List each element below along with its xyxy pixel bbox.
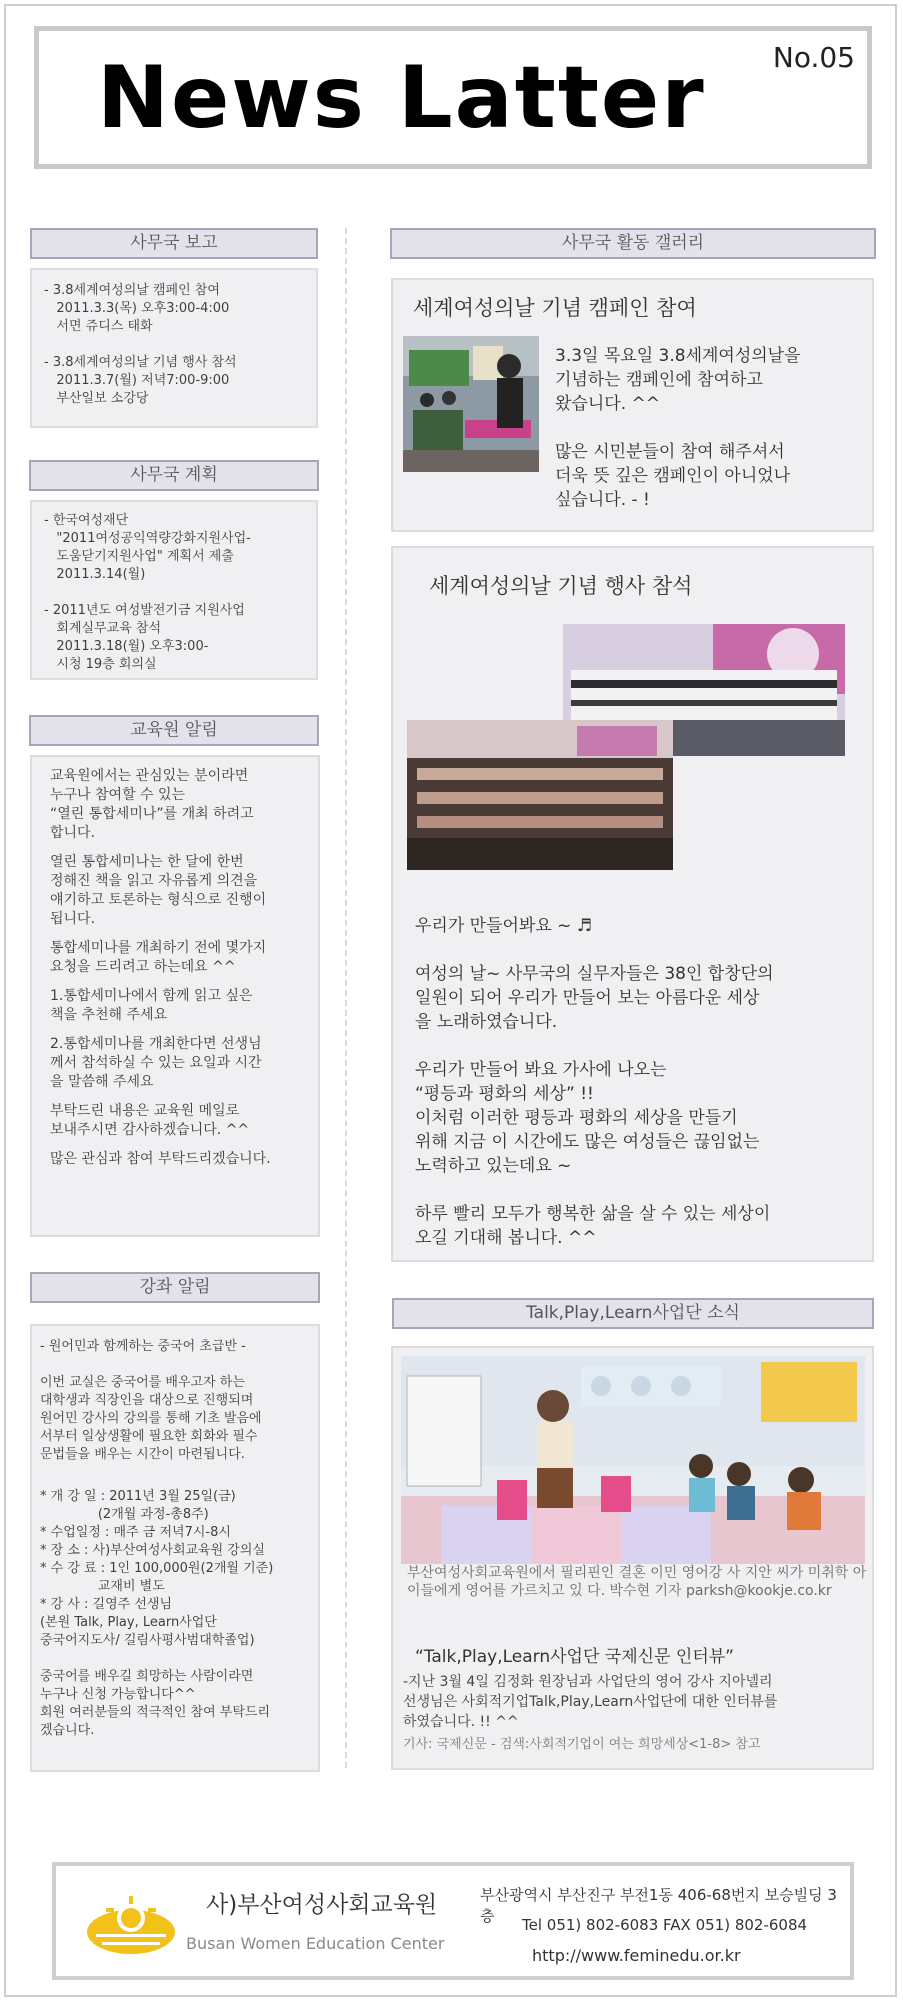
interview-title: “Talk,Play,Learn사업단 국제신문 인터뷰” [415,1647,734,1667]
event-lead: 우리가 만들어봐요 ~ ♬ [415,916,593,936]
institute-heading: 교육원 알림 [29,715,319,746]
plan-item-1: - 한국여성재단 "2011여성공익역량강화지원사업- 도움닫기지원사업" 계획서 제출 2011.3.14(월) [44,513,251,582]
event-paragraph: 하루 빨리 모두가 행복한 삶을 살 수 있는 세상이 오길 기대해 봅니다. ^^ [415,1204,771,1248]
event-body [415,914,774,1250]
campaign-photo-image [403,336,539,472]
classroom-photo-image [401,1356,865,1564]
institute-paragraph: 부탁드린 내용은 교육원 메일로 보내주시면 감사하겠습니다. ^^ [50,1103,250,1138]
phone-fax: Tel 051) 802-6083 FAX 051) 802-6084 [522,1916,808,1934]
event-paragraph: 여성의 날~ 사무국의 실무자들은 38인 합창단의 일원이 되어 우리가 만들어 보는 아름다운 세상 을 노래하였습니다. [415,964,774,1032]
gallery-heading: 사무국 활동 갤러리 [390,228,876,259]
column-divider [345,228,347,1768]
masthead-box [34,26,872,169]
institute-body [50,767,271,1169]
report-item-2: - 3.8세계여성의날 기념 행사 참석 2011.3.7(월) 저녁7:00-9:00 부산일보 소강당 [44,355,237,406]
lecture-closing: 중국어를 배우길 희망하는 사람이라면 누구나 신청 가능합니다^^ 회원 여러분들의 적극적인 참여 부탁드리 겠습니다. [40,1669,271,1738]
institute-paragraph: 많은 관심과 참여 부탁드리겠습니다. [50,1151,271,1167]
report-heading: 사무국 보고 [30,228,318,259]
event-paragraph: 우리가 만들어 봐요 가사에 나오는 “평등과 평화의 세상” !! 이처럼 이러한 평등과 평화의 세상을 만들기 위해 지금 이 시간에도 많은 여성들은 끊임없는 노력하고 있는데요 ~ [415,1060,760,1176]
event-title: 세계여성의날 기념 행사 참석 [429,574,693,598]
plan-heading: 사무국 계획 [29,460,319,491]
lecture-panel [30,1324,320,1772]
classroom-photo [401,1356,865,1564]
institute-paragraph: 2.통합세미나를 개최한다면 선생님 께서 참석하실 수 있는 요일과 시간 을 말씀해 주세요 [50,1036,262,1090]
lecture-subtitle: - 원어민과 함께하는 중국어 초급반 - [40,1339,246,1354]
interview-text: -지난 3월 4일 김정화 원장님과 사업단의 영어 강사 지아넬리 선생님은 사회적기업Talk,Play,Learn사업단에 대한 인터뷰를 하였습니다. !! ^^ [403,1674,778,1730]
institute-panel [30,755,320,1237]
plan-panel [30,500,318,680]
institute-paragraph: 통합세미나를 개최하기 전에 몇가지 요청을 드리려고 하는데요 ^^ [50,940,267,975]
report-panel [30,268,318,428]
institute-paragraph: 열린 통합세미나는 한 달에 한번 정해진 책을 읽고 자유롭게 의견을 얘기하고 토론하는 형식으로 진행이 됩니다. [50,854,267,927]
org-name-english: Busan Women Education Center [186,1934,445,1953]
group-photo-image [407,720,673,870]
photo-caption: 부산여성사회교육원에서 필리핀인 결혼 이민 영어강 사 지안 씨가 미취학 아이들에게 영어를 가르치고 있 다. 박수현 기자 parksh@kookje.co.kr [407,1565,867,1599]
lecture-body [40,1338,273,1740]
footer [52,1862,854,1980]
institute-paragraph: 1.통합세미나에서 함께 읽고 싶은 책을 추천해 주세요 [50,988,253,1023]
website-link[interactable]: http://www.feminedu.or.kr [532,1946,741,1965]
address: 부산광역시 부산진구 부전1동 406-68번지 보승빌딩 3층 [480,1886,837,1925]
tpl-panel [391,1346,874,1770]
newsletter-title: News Latter [97,48,706,148]
article-source: 기사: 국제신문 - 검색:사회적기업이 여는 희망세상<1-8> 참고 [403,1737,761,1752]
campaign-text: 3.3일 목요일 3.8세계여성의날을 기념하는 캠페인에 참여하고 왔습니다. ^^ 많은 시민분들이 참여 해주셔서 더욱 뜻 깊은 캠페인이 아니었나 싶습니다. - ! [555,346,801,510]
group-photo [407,720,673,870]
campaign-photo [403,336,539,472]
sun-logo-icon [84,1894,178,1954]
tpl-heading: Talk,Play,Learn사업단 소식 [392,1298,874,1329]
lecture-heading: 강좌 알림 [30,1272,320,1303]
lecture-intro: 이번 교실은 중국어를 배우고자 하는 대학생과 직장인을 대상으로 진행되며 원어민 강사의 강의를 통해 기초 발음에 서부터 일상생활에 필요한 회화와 필수 문법들을 배우는 시간이 마련됩니다. [40,1375,262,1462]
issue-number: No.05 [772,41,855,74]
org-name: 사)부산여성사회교육원 [206,1892,438,1918]
lecture-details: * 개 강 일 : 2011년 3월 25일(금) (2개월 과정-총8주) * 수업일정 : 매주 금 저녁7시-8시 * 장 소 : 사)부산여성사회교육원 강의실 * 수 강 료 : 1인 100,000원(2개월 기준) 교재비 별도 * 강 사 : 길영주 선생님 (본원 Talk, Play, Learn사업단 중국어지도사/ 길림사평사범대학졸업) [40,1489,274,1648]
campaign-panel [391,278,874,532]
plan-item-2: - 2011년도 여성발전기금 지원사업 회계실무교육 참석 2011.3.18(월) 오후3:00- 시청 19층 회의실 [44,603,245,672]
report-item-1: - 3.8세계여성의날 캠페인 참여 2011.3.3(목) 오후3:00-4:00 서면 쥬디스 태화 [44,283,230,334]
campaign-title: 세계여성의날 기념 캠페인 참여 [413,296,697,320]
event-panel [391,546,874,1262]
institute-paragraph: 교육원에서는 관심있는 분이라면 누구나 참여할 수 있는 “열린 통합세미나”를 개최 하려고 합니다. [50,768,254,841]
